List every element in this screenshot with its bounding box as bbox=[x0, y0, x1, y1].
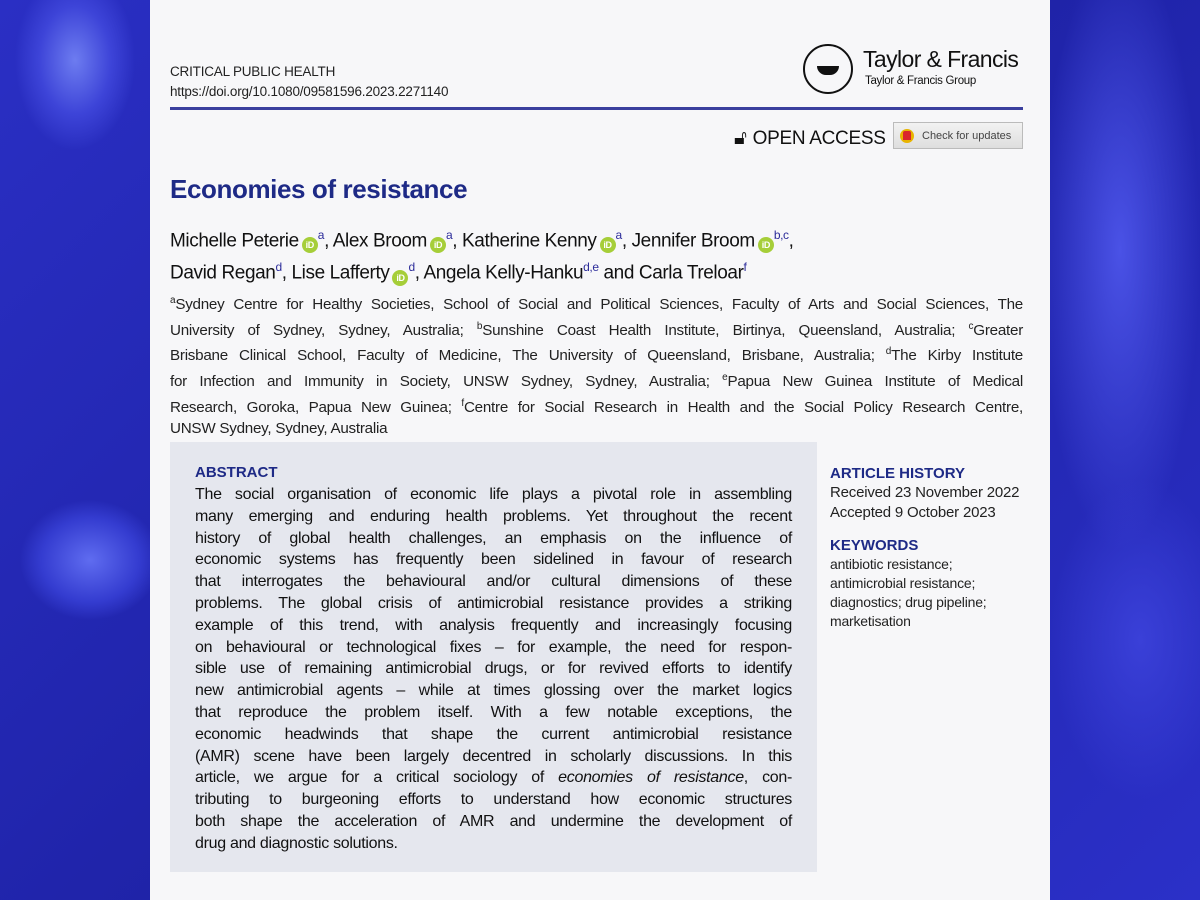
abstract-text-segment: sible use of remaining antimicrobial drugs, or for revived efforts to identify bbox=[195, 660, 792, 678]
affiliation-line bbox=[170, 367, 1023, 393]
check-updates-label: Check for updates bbox=[922, 129, 1012, 142]
abstract-text-segment: drug and diagnostic solutions. bbox=[195, 834, 398, 852]
abstract-text-segment: economic systems has frequently been sidelined in favour of research bbox=[195, 551, 792, 569]
abstract-text-segment: that reproduce the problem itself. With a few notable exceptions, the bbox=[195, 703, 792, 721]
abstract-line bbox=[195, 767, 792, 789]
abstract-line bbox=[195, 506, 792, 528]
affiliation-line bbox=[170, 290, 1023, 316]
affiliation-text: University of Sydney, Sydney, Australia; bbox=[170, 321, 477, 339]
affiliation-text: UNSW Sydney, Sydney, Australia bbox=[170, 420, 388, 438]
affiliation-marker: c bbox=[968, 320, 974, 332]
affiliation-line bbox=[170, 316, 1023, 342]
orcid-icon[interactable]: iD bbox=[430, 237, 446, 253]
author-affiliation-marker: d bbox=[275, 260, 282, 275]
header-rule bbox=[170, 107, 1023, 110]
affiliation-marker: e bbox=[722, 371, 728, 383]
abstract-line bbox=[195, 571, 792, 593]
doi-link[interactable]: https://doi.org/10.1080/09581596.2023.2271140 bbox=[170, 84, 449, 99]
author-affiliation-marker: f bbox=[743, 260, 747, 275]
affiliation-marker: a bbox=[170, 295, 176, 306]
author-separator: , bbox=[324, 230, 333, 252]
author-affiliation-marker: d bbox=[408, 260, 415, 275]
history-heading: ARTICLE HISTORY bbox=[830, 465, 966, 482]
keyword-list bbox=[830, 555, 1040, 631]
orcid-icon[interactable]: iD bbox=[600, 237, 616, 253]
received-date: Received 23 November 2022 bbox=[830, 484, 1020, 501]
author-name[interactable]: Katherine Kenny bbox=[462, 230, 597, 252]
abstract-line bbox=[195, 680, 792, 702]
abstract-line bbox=[195, 484, 792, 506]
affiliation-text: Sunshine Coast Health Institute, Birtinya, Queensland, Australia; bbox=[482, 321, 969, 339]
keyword[interactable]: diagnostics; drug pipeline; bbox=[830, 594, 987, 610]
affiliation-text: Sydney Centre for Healthy Societies, School of Social and Political Sciences, Faculty of Arts and Social Sciences, The bbox=[175, 296, 1023, 314]
author-name[interactable]: Lise Lafferty bbox=[291, 262, 390, 284]
affiliation-marker: b bbox=[476, 320, 483, 332]
orcid-icon[interactable]: iD bbox=[392, 270, 408, 286]
abstract-text-segment: article, we argue for a critical sociology of bbox=[195, 769, 559, 787]
publisher-group: Taylor & Francis Group bbox=[865, 75, 976, 87]
affiliation-line bbox=[170, 418, 1023, 440]
author-affiliation-marker: a bbox=[317, 228, 325, 242]
affiliation-text: Centre for Social Research in Health and the Social Policy Research Centre, bbox=[463, 398, 1023, 416]
keyword[interactable]: marketisation bbox=[830, 613, 911, 629]
bookmark-icon bbox=[900, 129, 914, 143]
affiliation-line bbox=[170, 341, 1023, 367]
author-separator: , bbox=[281, 262, 292, 284]
open-lock-icon: 🔓︎ bbox=[734, 127, 747, 149]
abstract-line bbox=[195, 724, 792, 746]
article-page bbox=[150, 0, 1050, 900]
abstract-text-segment: that interrogates the behavioural and/or cultural dimensions of these bbox=[195, 573, 792, 591]
abstract-line bbox=[195, 811, 792, 833]
affiliation-text: Greater bbox=[973, 321, 1024, 339]
abstract-line bbox=[195, 833, 792, 855]
affiliation-text: Research, Goroka, Papua New Guinea; bbox=[170, 398, 462, 416]
journal-info bbox=[170, 62, 448, 102]
affiliation-text: Papua New Guinea Institute of Medical bbox=[727, 373, 1023, 391]
abstract-text bbox=[195, 484, 792, 855]
abstract-text-segment: both shape the acceleration of AMR and undermine the development of bbox=[195, 812, 792, 830]
abstract-heading: ABSTRACT bbox=[195, 464, 278, 481]
abstract-text-segment: example of this trend, with analysis frequently and increasingly focusing bbox=[195, 616, 792, 634]
affiliation-text: The Kirby Institute bbox=[891, 347, 1023, 365]
abstract-line bbox=[195, 593, 792, 615]
affiliation-marker: d bbox=[885, 346, 892, 358]
author-name[interactable]: Angela Kelly-Hanku bbox=[423, 262, 584, 284]
affiliation-line bbox=[170, 393, 1023, 419]
abstract-line bbox=[195, 702, 792, 724]
author-separator: , bbox=[452, 230, 463, 252]
author-list bbox=[170, 222, 794, 287]
abstract-text-segment: on behavioural or technological fixes – for example, the need for respon- bbox=[195, 638, 792, 656]
abstract-text-segment: economic headwinds that shape the current antimicrobial resistance bbox=[195, 725, 792, 743]
abstract-text-segment: many emerging and enduring health problems. Yet throughout the recent bbox=[195, 507, 792, 525]
author-name[interactable]: Michelle Peterie bbox=[170, 230, 299, 252]
abstract-text-segment: , con- bbox=[743, 769, 793, 787]
open-access-label: OPEN ACCESS bbox=[752, 128, 886, 149]
author-separator: and bbox=[598, 262, 639, 284]
keyword[interactable]: antimicrobial resistance; bbox=[830, 575, 976, 591]
publisher-name: Taylor & Francis bbox=[863, 46, 1019, 72]
affiliation-marker: f bbox=[461, 397, 464, 409]
abstract-text-segment: tributing to burgeoning efforts to understand how economic structures bbox=[195, 791, 792, 809]
affiliations bbox=[170, 290, 1023, 440]
orcid-icon[interactable]: iD bbox=[758, 237, 774, 253]
abstract-box bbox=[170, 442, 817, 872]
keywords-heading: KEYWORDS bbox=[830, 537, 919, 554]
author-name[interactable]: Alex Broom bbox=[332, 230, 427, 252]
abstract-text-segment: (AMR) scene have been largely decentred in scholarly discussions. In this bbox=[195, 747, 792, 765]
orcid-icon[interactable]: iD bbox=[302, 237, 318, 253]
author-separator: , bbox=[621, 230, 632, 252]
abstract-text-segment: history of global health challenges, an emphasis on the influence of bbox=[195, 529, 792, 547]
abstract-text-segment: new antimicrobial agents – while at times glossing over the market logics bbox=[195, 682, 792, 700]
author-name[interactable]: Jennifer Broom bbox=[631, 230, 755, 252]
author-name[interactable]: Carla Treloar bbox=[638, 262, 744, 284]
author-affiliation-marker: a bbox=[445, 228, 453, 242]
author-name[interactable]: David Regan bbox=[170, 262, 276, 284]
author-affiliation-marker: d,e bbox=[583, 260, 599, 275]
check-for-updates-button[interactable] bbox=[893, 122, 1023, 149]
abstract-line bbox=[195, 637, 792, 659]
author-separator: , bbox=[414, 262, 424, 284]
article-title: Economies of resistance bbox=[170, 174, 468, 204]
abstract-line bbox=[195, 746, 792, 768]
keyword[interactable]: antibiotic resistance; bbox=[830, 556, 953, 572]
abstract-line bbox=[195, 615, 792, 637]
abstract-line bbox=[195, 549, 792, 571]
abstract-line bbox=[195, 789, 792, 811]
accepted-date: Accepted 9 October 2023 bbox=[830, 503, 996, 521]
author-separator: , bbox=[788, 230, 794, 252]
publisher-logo bbox=[803, 44, 1023, 96]
journal-name: CRITICAL PUBLIC HEALTH bbox=[170, 64, 336, 79]
abstract-line bbox=[195, 658, 792, 680]
affiliation-text: for Infection and Immunity in Society, UNSW Sydney, Sydney, Australia; bbox=[170, 373, 723, 391]
abstract-text-segment: The social organisation of economic life plays a pivotal role in assembling bbox=[195, 486, 792, 503]
abstract-line bbox=[195, 528, 792, 550]
author-affiliation-marker: a bbox=[615, 228, 622, 242]
abstract-text-segment: problems. The global crisis of antimicrobial resistance provides a striking bbox=[195, 594, 792, 612]
author-affiliation-marker: b,c bbox=[773, 228, 789, 242]
affiliation-text: Brisbane Clinical School, Faculty of Medicine, The University of Queensland, Brisbane, Australia; bbox=[170, 347, 886, 365]
open-access-badge bbox=[734, 127, 886, 150]
article-sidebar bbox=[830, 464, 1040, 631]
abstract-emphasis: economies of resistance bbox=[558, 769, 744, 787]
lamp-logo-icon bbox=[803, 44, 853, 94]
